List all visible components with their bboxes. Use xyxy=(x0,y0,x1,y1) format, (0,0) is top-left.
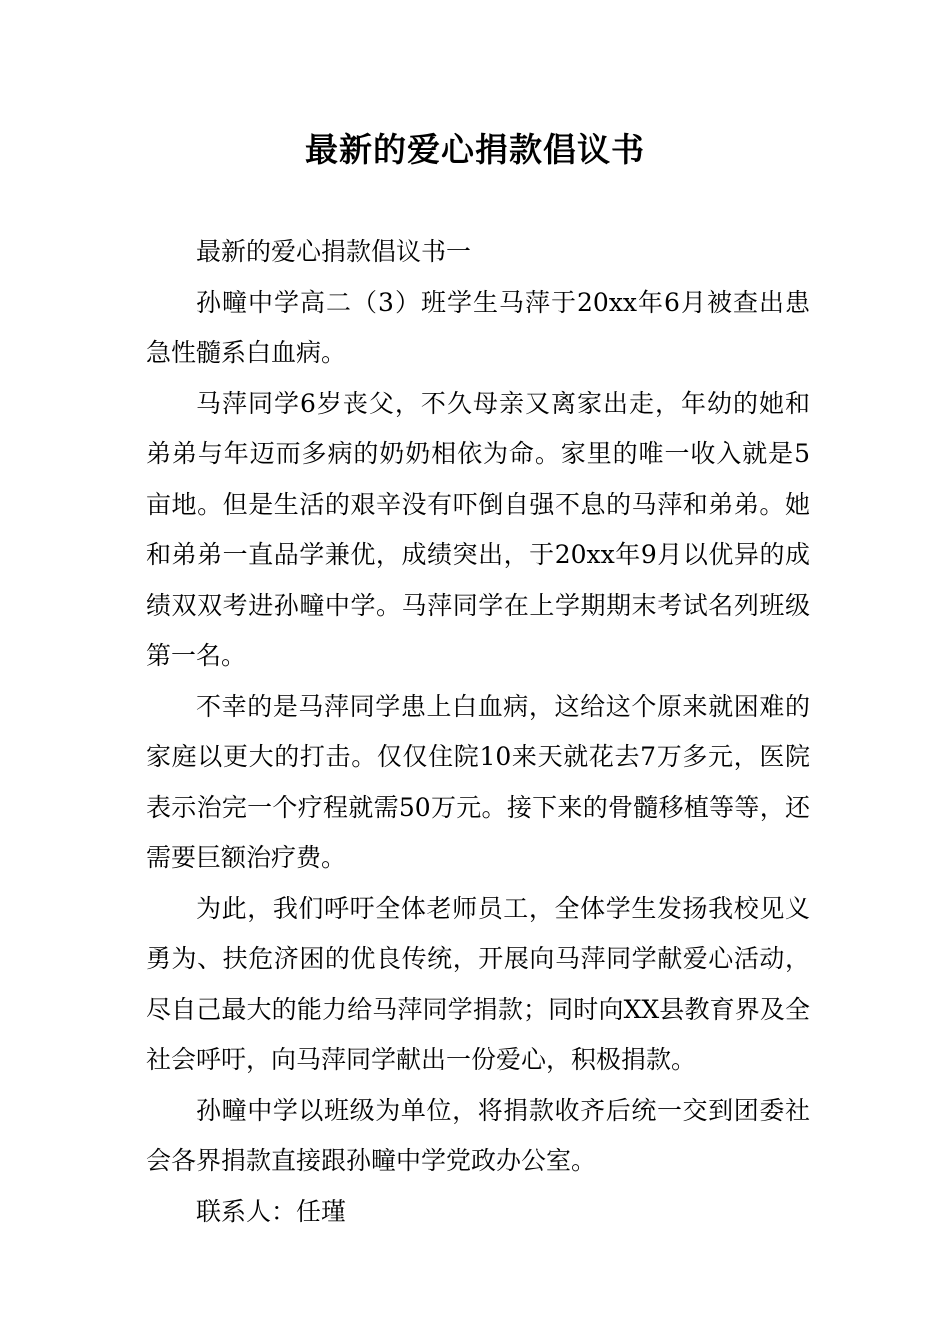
diagnosis-paragraph: 孙疃中学高二（3）班学生马萍于20xx年6月被查出患急性髓系白血病。 xyxy=(146,287,810,367)
document-title: 最新的爱心捐款倡议书 xyxy=(305,130,645,169)
appeal-paragraph: 为此，我们呼吁全体老师员工，全体学生发扬我校见义勇为、扶危济困的优良传统，开展向马萍同学献爱心活动，尽自己最大的能力给马萍同学捐款；同时向XX县教育界及全社会呼吁，向马萍同学献出一份爱心，积极捐款。 xyxy=(146,893,810,1074)
subtitle-paragraph: 最新的爱心捐款倡议书一 xyxy=(196,237,472,266)
document-body xyxy=(146,227,810,1237)
hardship-paragraph: 不幸的是马萍同学患上白血病，这给这个原来就困难的家庭以更大的打击。仅仅住院10来天就花去7万多元，医院表示治完一个疗程就需50万元。接下来的骨髓移植等等，还需要巨额治疗费。 xyxy=(146,691,810,872)
background-paragraph: 马萍同学6岁丧父，不久母亲又离家出走，年幼的她和弟弟与年迈而多病的奶奶相依为命。家里的唯一收入就是5亩地。但是生活的艰辛没有吓倒自强不息的马萍和弟弟。她和弟弟一直品学兼优，成绩突出，于20xx年9月以优异的成绩双双考进孙疃中学。马萍同学在上学期期末考试名列班级第一名。 xyxy=(146,388,810,670)
collection-paragraph: 孙疃中学以班级为单位，将捐款收齐后统一交到团委社会各界捐款直接跟孙疃中学党政办公室。 xyxy=(146,1095,810,1175)
contact-paragraph: 联系人：任瑾 xyxy=(196,1196,347,1226)
